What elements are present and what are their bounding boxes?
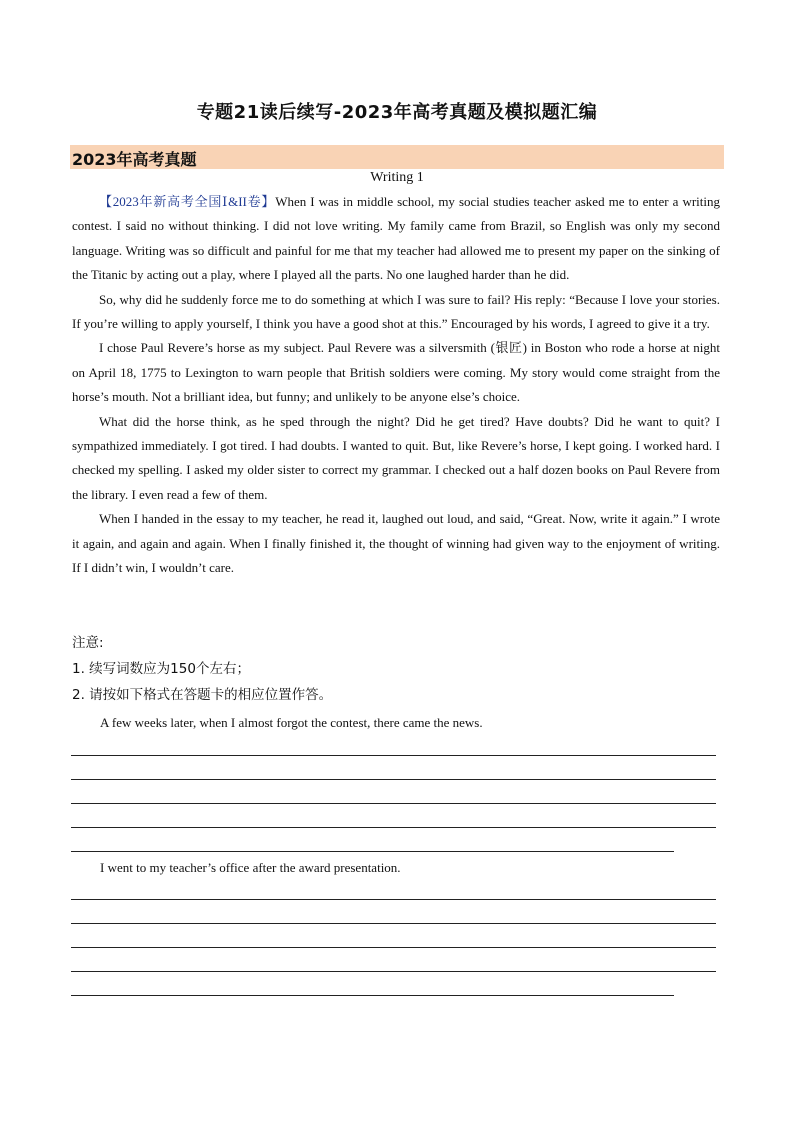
answer-line[interactable] xyxy=(71,947,716,948)
passage-paragraph: So, why did he suddenly force me to do something at which I was sure to fail? His reply: “Because I love your stories. If you’re willing to apply yourself, I think you have a good shot at this.” Encouraged by his words, I agreed to give it a try. xyxy=(72,291,720,332)
answer-line[interactable] xyxy=(71,899,716,900)
section-header-bar xyxy=(70,145,724,169)
document-title: 专题21读后续写-2023年高考真题及模拟题汇编 xyxy=(196,102,598,123)
notes-item: 1. 续写词数应为150个左右； xyxy=(72,661,250,677)
paragraph-text: When I was in middle school, my social studies teacher asked me to enter a writing contest. I said no without thinking. I did not love writing. My family came from Brazil, so English was only my second language. Writing was so difficult and painful for me that my teacher had allowed me to present my paper on the sinking of the Titanic by acting out a play, where I played all the parts. No one laughed harder than he did. xyxy=(72,194,720,283)
continuation-prompt-1: A few weeks later, when I almost forgot the contest, there came the news. xyxy=(100,715,483,730)
section-heading: 2023年高考真题 xyxy=(72,150,197,169)
answer-line[interactable] xyxy=(71,755,716,756)
passage-paragraph: What did the horse think, as he sped through the night? Did he get tired? Have doubts? Did he want to quit? I sympathized immediately. I got tired. I had doubts. I wanted to quit. But, like Revere’s horse, I kept going. I worked hard. I checked my spelling. I asked my older sister to correct my grammar. I checked out a half dozen books on Paul Revere from the library. I even read a few of them. xyxy=(72,413,720,502)
notes xyxy=(72,630,720,708)
answer-line[interactable] xyxy=(71,803,716,804)
passage-paragraph: I chose Paul Revere’s horse as my subject. Paul Revere was a silversmith (银匠) in Boston who rode a horse at night on April 18, 1775 to Lexington to warn people that British soldiers were coming. My story would come straight from the horse’s mouth. Not a brilliant idea, but funny; and unlikely to be anyone else’s choice. xyxy=(72,340,720,405)
writing-label: Writing 1 xyxy=(370,170,424,185)
answer-line[interactable] xyxy=(71,971,716,972)
notes-item: 2. 请按如下格式在答题卡的相应位置作答。 xyxy=(72,687,333,703)
passage xyxy=(72,190,720,581)
passage-paragraph xyxy=(72,190,720,288)
answer-line[interactable] xyxy=(71,827,716,828)
answer-line[interactable] xyxy=(71,851,674,852)
answer-line[interactable] xyxy=(71,923,716,924)
source-tag: 【2023年新高考全国Ⅰ&II卷】 xyxy=(99,194,276,209)
continuation-prompt-2: I went to my teacher’s office after the award presentation. xyxy=(100,860,401,875)
notes-heading: 注意: xyxy=(72,635,104,651)
answer-line[interactable] xyxy=(71,995,674,996)
answer-line[interactable] xyxy=(71,779,716,780)
passage-paragraph: When I handed in the essay to my teacher, he read it, laughed out loud, and said, “Great. Now, write it again.” I wrote it again, and again and again. When I finally finished it, the thought of winning had given way to the enjoyment of writing. If I didn’t win, I wouldn’t care. xyxy=(72,511,720,576)
